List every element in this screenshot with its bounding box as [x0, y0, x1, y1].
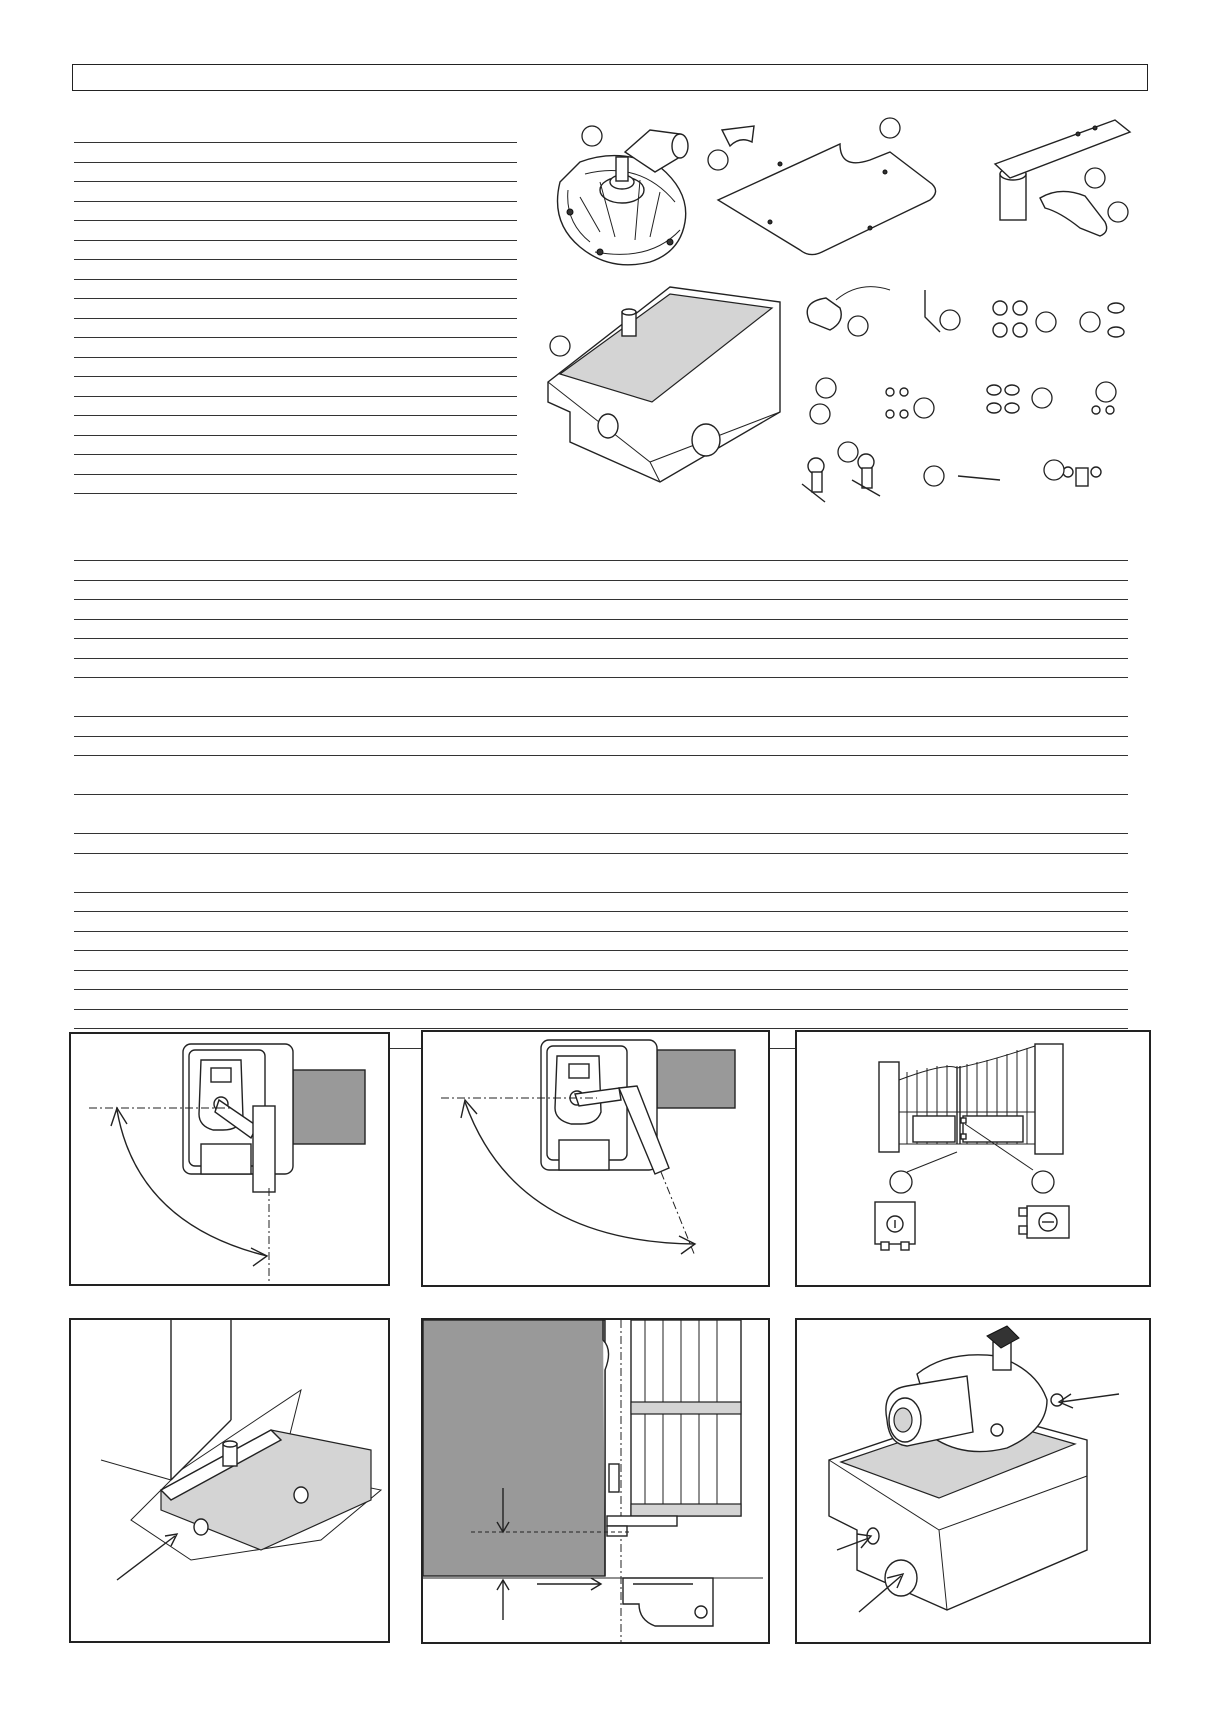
parts-list-row — [74, 298, 517, 299]
callout-15 — [1096, 382, 1116, 402]
parts-list-row — [74, 376, 517, 377]
parts-list-row — [74, 162, 517, 163]
screws-drawing — [886, 388, 908, 418]
base-plate-drawing — [718, 144, 936, 255]
motor-unit-drawing — [558, 130, 689, 265]
small-plate-drawing — [722, 126, 754, 146]
parts-list-row — [74, 493, 517, 494]
spec-table-row — [74, 853, 1128, 854]
parts-list-row — [74, 474, 517, 475]
parts-list-row — [74, 259, 517, 260]
spec-table-row — [74, 638, 1128, 639]
parts-list-row — [74, 142, 517, 143]
parts-list-row — [74, 181, 517, 182]
spec-table-row — [74, 658, 1128, 659]
parts-list-row — [74, 357, 517, 358]
parts-list-row — [74, 201, 517, 202]
spec-table-row — [74, 580, 1128, 581]
figure-opening-90 — [69, 1032, 390, 1286]
gate-callout-right — [1032, 1171, 1054, 1193]
spec-table-row — [74, 619, 1128, 620]
callout-6 — [550, 336, 570, 356]
callout-16 — [838, 442, 858, 462]
spec-table — [74, 560, 1128, 970]
spec-table-row — [74, 599, 1128, 600]
parts-list-row — [74, 279, 517, 280]
figure-gate-leaves — [795, 1030, 1151, 1287]
release-handle-drawing — [807, 298, 841, 330]
parts-list-row — [74, 318, 517, 319]
callout-1 — [582, 126, 602, 146]
callout-13 — [914, 398, 934, 418]
parts-illustration — [540, 112, 1140, 510]
parts-list-row — [74, 240, 517, 241]
stop-fitting-drawing — [1063, 467, 1101, 486]
foundation-box-drawing — [548, 287, 780, 482]
spec-table-row — [74, 1009, 1128, 1010]
callout-2 — [708, 150, 728, 170]
callout-4 — [1085, 168, 1105, 188]
page-header-box — [72, 64, 1148, 91]
parts-list-row — [74, 337, 517, 338]
parts-list — [74, 142, 517, 496]
parts-list-row — [74, 454, 517, 455]
callout-5 — [1108, 202, 1128, 222]
spec-table-row — [74, 677, 1128, 678]
spec-table-row — [74, 833, 1128, 834]
callout-8 — [940, 310, 960, 330]
figure-motor-in-box — [795, 1318, 1151, 1644]
callout-12 — [810, 404, 830, 424]
spec-table-row — [74, 736, 1128, 737]
figure-foundation-box — [69, 1318, 390, 1643]
parts-list-row — [74, 396, 517, 397]
spec-table-row — [74, 950, 1128, 951]
nuts-drawing — [993, 301, 1027, 337]
spec-table-row — [74, 1028, 1128, 1029]
spec-table-row — [74, 989, 1128, 990]
spec-table-row — [74, 560, 1128, 561]
spec-table-row — [74, 794, 1128, 795]
callout-18 — [1044, 460, 1064, 480]
callout-10 — [1080, 312, 1100, 332]
callout-14 — [1032, 388, 1052, 408]
spec-table-row — [74, 892, 1128, 893]
callout-11 — [816, 378, 836, 398]
figure-opening-110 — [421, 1030, 770, 1287]
callout-17 — [924, 466, 944, 486]
spec-table-row — [74, 931, 1128, 932]
callout-9 — [1036, 312, 1056, 332]
allen-key-drawing — [925, 290, 940, 332]
locks-drawing — [802, 454, 880, 502]
spec-table-row — [74, 755, 1128, 756]
gate-callout-left — [890, 1171, 912, 1193]
spec-table-row — [74, 970, 1128, 971]
parts-list-row — [74, 435, 517, 436]
spec-table-row — [74, 716, 1128, 717]
spec-table-row — [74, 911, 1128, 912]
callout-7 — [848, 316, 868, 336]
figure-hinge-section — [421, 1318, 770, 1644]
bolt-drawing — [958, 476, 1000, 480]
callout-3 — [880, 118, 900, 138]
parts-list-row — [74, 220, 517, 221]
spring-washers-drawing — [987, 385, 1019, 413]
washers-drawing — [1108, 303, 1124, 337]
parts-list-row — [74, 415, 517, 416]
